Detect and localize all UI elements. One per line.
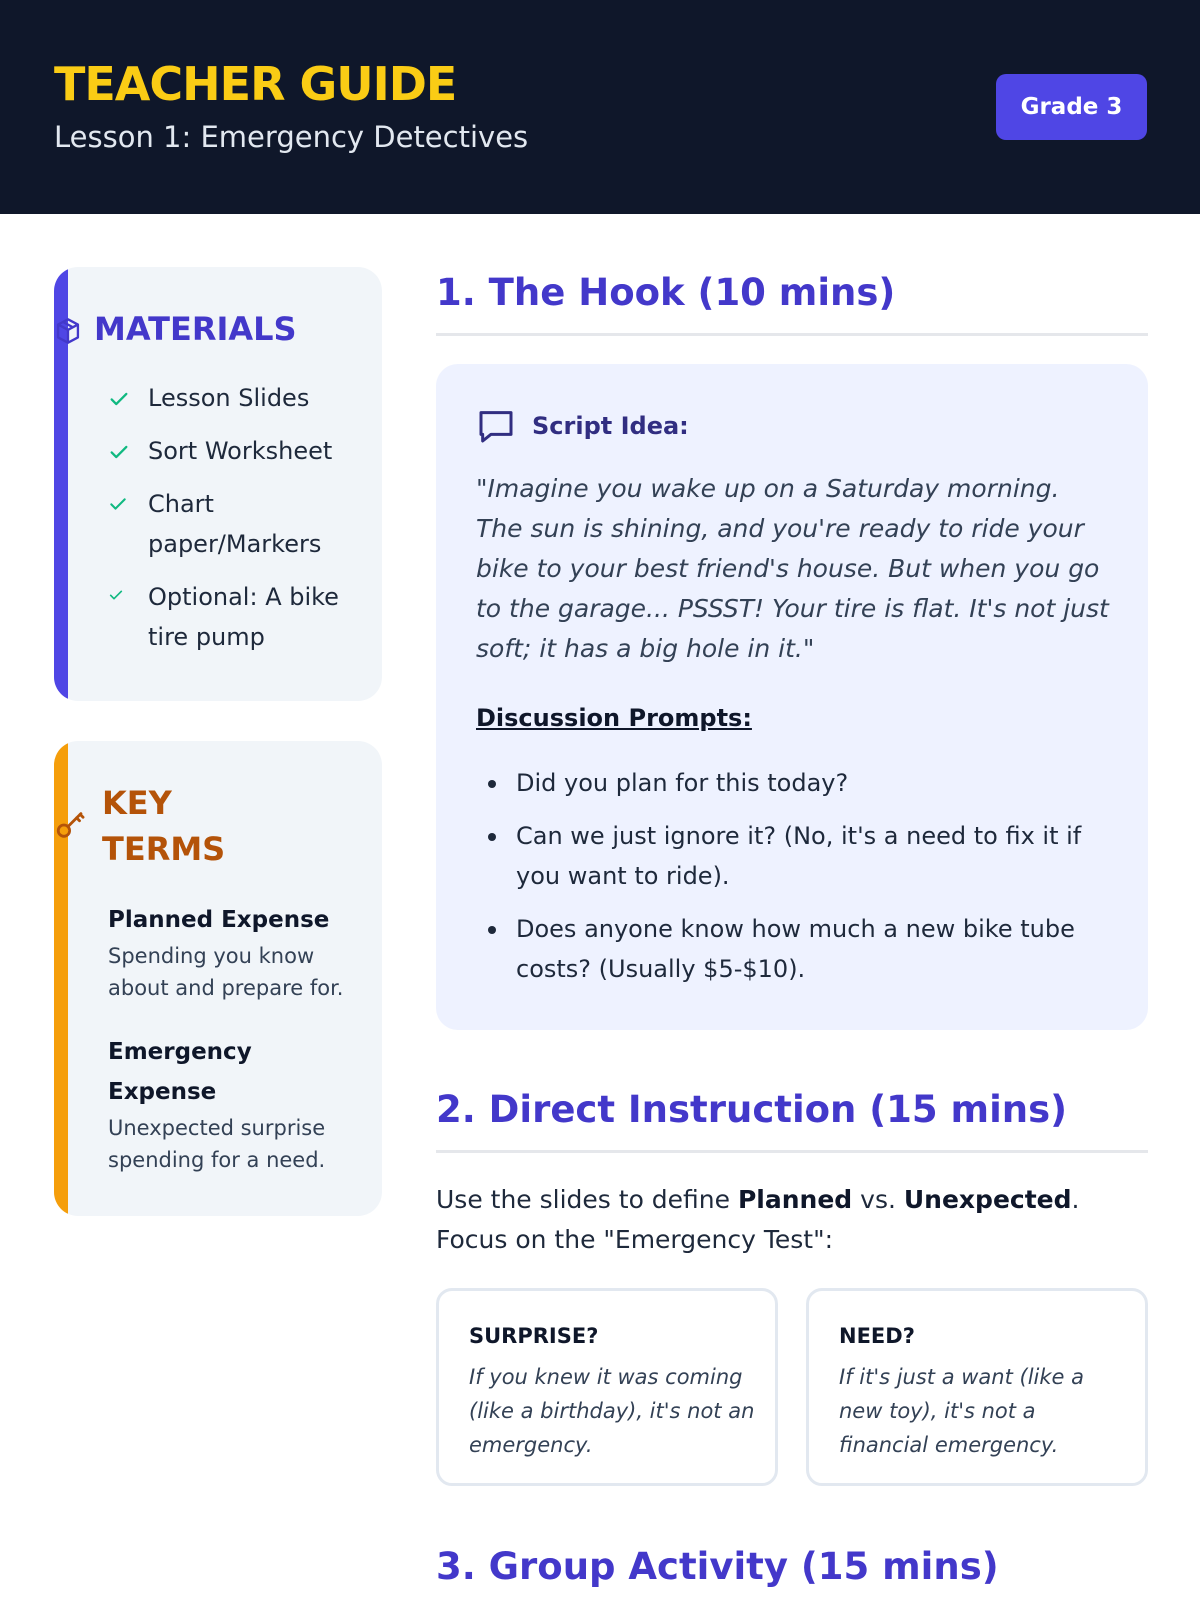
check-icon (108, 441, 130, 463)
term-unexpected: Unexpected (903, 1185, 1072, 1214)
material-label: Chart paper/Markers (148, 490, 322, 558)
grade-badge: Grade 3 (996, 74, 1147, 140)
check-icon (108, 587, 124, 603)
term-definition: Spending you know about and prepare for. (108, 944, 344, 1000)
key-term (108, 1032, 358, 1176)
speech-bubble-icon (476, 406, 516, 446)
intro-text: vs. (852, 1185, 904, 1214)
intro-text: . Focus on the "Emergency Test": (436, 1185, 1080, 1254)
script-label (476, 406, 689, 446)
key-terms-header (54, 780, 242, 872)
term-name: Emergency Expense (108, 1039, 252, 1105)
check-icon (108, 494, 128, 514)
test-text: If you knew it was coming (like a birthday), it's not an emergency. (469, 1365, 755, 1457)
test-title: SURPRISE? (469, 1324, 599, 1348)
script-quote: "Imagine you wake up on a Saturday morning. The sun is shining, and you're ready to ride your bike to your best friend's house. But when you go to the garage... PSSST! Your tire is flat. It's not just soft; it has a big hole in it." (476, 474, 1109, 663)
list-item: Can we just ignore it? (No, it's a need to fix it if you want to ride). (476, 816, 1112, 896)
intro-text: Use the slides to define (436, 1185, 738, 1214)
list-item (108, 577, 348, 657)
list-item (108, 484, 348, 564)
section-title-group-activity: 3. Group Activity (15 mins) (436, 1545, 999, 1588)
list-item: Does anyone know how much a new bike tube costs? (Usually $5-$10). (476, 909, 1112, 989)
discussion-prompts-heading: Discussion Prompts: (476, 704, 752, 732)
package-icon (54, 317, 82, 345)
term-planned: Planned (737, 1185, 853, 1214)
list-item: Did you plan for this today? (476, 763, 1112, 803)
lesson-subtitle: Lesson 1: Emergency Detectives (54, 120, 529, 154)
key-icon (54, 808, 88, 842)
section-title-direct-instruction: 2. Direct Instruction (15 mins) (436, 1088, 1068, 1131)
term-name: Planned Expense (108, 907, 330, 933)
materials-list (108, 378, 348, 670)
section-title-hook: 1. The Hook (10 mins) (436, 271, 896, 314)
test-card-surprise (436, 1288, 778, 1486)
key-terms-heading: KEY TERMS (102, 784, 226, 868)
list-item (108, 431, 348, 471)
check-icon (108, 388, 130, 410)
material-label: Optional: A bike tire pump (148, 583, 339, 651)
section-divider (436, 333, 1148, 336)
test-card-need (806, 1288, 1148, 1486)
script-label-text: Script Idea: (532, 412, 689, 440)
materials-heading: MATERIALS (94, 310, 297, 348)
list-item (108, 378, 348, 418)
test-title: NEED? (839, 1324, 915, 1348)
page-header (0, 0, 1200, 214)
test-text: If it's just a want (like a new toy), it's not a financial emergency. (839, 1365, 1085, 1457)
key-term (108, 900, 358, 1004)
material-label: Sort Worksheet (148, 437, 333, 465)
term-definition: Unexpected surprise spending for a need. (108, 1116, 326, 1172)
discussion-prompts-list (476, 763, 1112, 1002)
materials-header (54, 306, 297, 352)
section-divider (436, 1150, 1148, 1153)
page-title: TEACHER GUIDE (54, 57, 457, 111)
material-label: Lesson Slides (148, 384, 310, 412)
instruction-intro (436, 1180, 1148, 1260)
